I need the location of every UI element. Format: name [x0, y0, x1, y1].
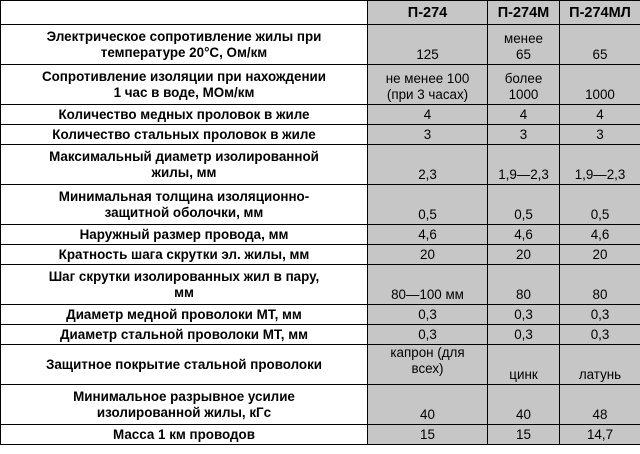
value-line: 80 [516, 287, 531, 302]
row-label-cell [1, 125, 368, 145]
row-label-cell [1, 25, 368, 65]
value-line: цинк [509, 367, 538, 382]
row-label-cell [1, 145, 368, 185]
value-line: капрон (для [390, 345, 465, 360]
value-cell-p274 [368, 345, 488, 385]
value-cell-p274ml [560, 125, 640, 145]
value-line: 0,3 [590, 307, 610, 322]
value-cell-p274ml [560, 325, 640, 345]
row-label-line: Кратность шага скрутки эл. жилы, мм [58, 246, 310, 262]
value-cell-p274 [368, 105, 488, 125]
value-line: 20 [516, 247, 531, 262]
value-cell-p274 [368, 325, 488, 345]
table-row [1, 65, 640, 105]
value-line: 2,3 [418, 167, 437, 182]
table-row [1, 385, 640, 425]
row-label-cell [1, 65, 368, 105]
table-row [1, 265, 640, 305]
value-line: 3 [423, 127, 432, 142]
value-cell-p274ml [560, 425, 640, 445]
row-label-cell [1, 425, 368, 445]
value-cell-p274 [368, 185, 488, 225]
value-cell-p274m [488, 185, 560, 225]
value-cell-p274ml [560, 225, 640, 245]
value-line: 65 [592, 47, 608, 62]
value-cell-p274ml [560, 25, 640, 65]
value-cell-p274 [368, 145, 488, 185]
value-line: 1000 [585, 87, 615, 102]
value-line: 1,9—2,3 [574, 167, 626, 182]
value-cell-p274 [368, 265, 488, 305]
value-line: 4 [423, 107, 432, 122]
value-line: 4 [596, 107, 604, 122]
value-cell-p274ml [560, 245, 640, 265]
value-cell-p274 [368, 305, 488, 325]
value-line: 0,5 [590, 207, 610, 222]
value-line: 3 [519, 127, 528, 142]
value-cell-p274 [368, 225, 488, 245]
value-line: более [504, 71, 543, 86]
value-line: 4,6 [514, 227, 533, 242]
value-cell-p274m [488, 65, 560, 105]
row-label-cell [1, 225, 368, 245]
value-line: 40 [516, 407, 531, 422]
table-row [1, 345, 640, 385]
row-label-cell [1, 325, 368, 345]
row-label-cell [1, 305, 368, 325]
table-row [1, 185, 640, 225]
value-cell-p274m [488, 305, 560, 325]
value-cell-p274m [488, 25, 560, 65]
header-corner-cell [1, 1, 368, 25]
value-cell-p274ml [560, 65, 640, 105]
table-row [1, 25, 640, 65]
column-header-p274m: П-274М [488, 1, 560, 25]
table-row [1, 325, 640, 345]
value-line: 14,7 [586, 427, 614, 442]
value-line: 80—100 мм [391, 287, 464, 302]
header-row [1, 1, 640, 25]
value-line: 20 [592, 247, 608, 262]
value-cell-p274ml [560, 345, 640, 385]
table-body [1, 25, 640, 445]
value-line: не менее 100 [385, 71, 470, 86]
value-line: 20 [420, 247, 435, 262]
row-label-line: Электрическое сопротивление жилы при [46, 28, 322, 44]
value-line: 1000 [508, 87, 539, 102]
column-header-p274ml: П-274МЛ [560, 1, 640, 25]
value-cell-p274ml [560, 145, 640, 185]
value-cell-p274 [368, 385, 488, 425]
row-label-line: Количество стальных проловок в жиле [52, 126, 316, 142]
value-cell-p274 [368, 65, 488, 105]
value-cell-p274m [488, 105, 560, 125]
value-line: всех) [411, 361, 444, 376]
value-line: 3 [596, 127, 604, 142]
table-row [1, 105, 640, 125]
row-label-line: Наружный размер провода, мм [79, 226, 289, 242]
table-row [1, 425, 640, 445]
row-label-cell [1, 265, 368, 305]
row-label-line: Масса 1 км проводов [113, 426, 255, 442]
value-cell-p274m [488, 425, 560, 445]
table-row [1, 125, 640, 145]
row-label-cell [1, 385, 368, 425]
row-label-line: Защитное покрытие стальной проволоки [45, 356, 323, 372]
row-label-line: Диаметр стальной проволоки МТ, мм [59, 326, 309, 342]
value-cell-p274m [488, 245, 560, 265]
value-cell-p274m [488, 225, 560, 245]
value-cell-p274 [368, 245, 488, 265]
table-row [1, 305, 640, 325]
value-line: 4,6 [590, 227, 610, 242]
value-line: латунь [578, 367, 622, 382]
value-cell-p274ml [560, 185, 640, 225]
value-line: 4 [519, 107, 528, 122]
value-cell-p274 [368, 25, 488, 65]
value-line: 125 [416, 47, 439, 62]
row-label-line: мм [174, 284, 194, 300]
value-line: 1,9—2,3 [498, 167, 549, 182]
row-label-line: Минимальное разрывное усилие [73, 388, 295, 404]
row-label-cell [1, 245, 368, 265]
value-line: 65 [516, 47, 531, 62]
value-line: 0,3 [514, 327, 533, 342]
row-label-line: Сопротивление изоляции при нахождении [41, 68, 327, 84]
value-line: 4,6 [418, 227, 437, 242]
row-label-line: 1 час в воде, МОм/км [113, 84, 255, 100]
value-line: менее [504, 31, 543, 46]
value-cell-p274m [488, 145, 560, 185]
row-label-cell [1, 345, 368, 385]
row-label-line: жилы, мм [151, 164, 217, 180]
value-cell-p274ml [560, 385, 640, 425]
table-row [1, 145, 640, 185]
table-row [1, 225, 640, 245]
value-line: 0,3 [418, 307, 437, 322]
value-cell-p274 [368, 125, 488, 145]
table-row [1, 245, 640, 265]
value-line: (при 3 часах) [386, 87, 469, 102]
row-label-line: Минимальная толщина изоляционно- [58, 188, 310, 204]
value-cell-p274ml [560, 305, 640, 325]
row-label-line: температуре 20°С, Ом/км [100, 44, 268, 60]
value-line: 0,3 [590, 327, 610, 342]
value-line: 15 [420, 427, 435, 442]
value-line: 80 [592, 287, 608, 302]
row-label-line: защитной оболочки, мм [104, 204, 264, 220]
value-line: 0,5 [418, 207, 437, 222]
value-cell-p274 [368, 425, 488, 445]
row-label-line: Максимальный диаметр изолированной [49, 148, 319, 164]
row-label-line: Шаг скрутки изолированных жил в пару, [48, 268, 320, 284]
row-label-line: Диаметр медной проволоки МТ, мм [66, 306, 302, 322]
column-header-p274: П-274 [368, 1, 488, 25]
value-cell-p274m [488, 385, 560, 425]
value-line: 40 [420, 407, 435, 422]
value-line: 0,3 [514, 307, 533, 322]
row-label-cell [1, 185, 368, 225]
value-line: 0,5 [514, 207, 533, 222]
value-line: 0,3 [418, 327, 437, 342]
row-label-line: Количество медных проловок в жиле [58, 106, 310, 122]
row-label-line: изолированной жилы, кГс [96, 404, 272, 420]
value-cell-p274m [488, 265, 560, 305]
value-cell-p274ml [560, 265, 640, 305]
value-line: 48 [592, 407, 608, 422]
value-cell-p274m [488, 325, 560, 345]
value-line: 15 [516, 427, 531, 442]
row-label-cell [1, 105, 368, 125]
value-cell-p274m [488, 345, 560, 385]
value-cell-p274m [488, 125, 560, 145]
value-cell-p274ml [560, 105, 640, 125]
